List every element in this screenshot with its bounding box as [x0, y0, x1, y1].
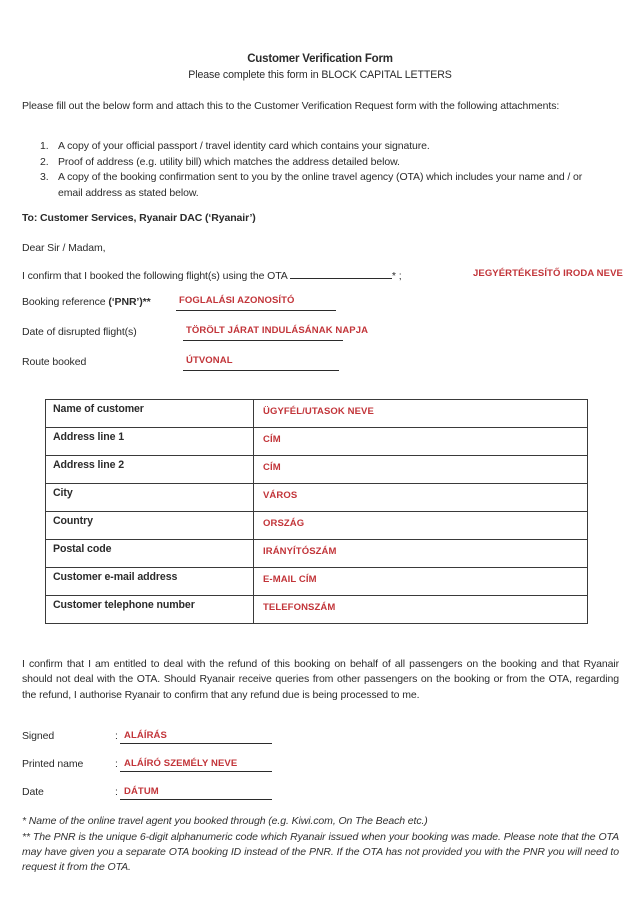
ota-line-text: I confirm that I booked the following flight(s) using the OTA — [22, 270, 288, 282]
table-row-label: Customer e-mail address — [46, 568, 254, 596]
table-row-value — [254, 484, 588, 512]
route-booked-label: Route booked — [22, 356, 87, 368]
disrupted-flight-date-row — [22, 325, 369, 346]
table-row — [46, 428, 588, 456]
confirmation-paragraph: I confirm that I am entitled to deal with the refund of this booking on behalf of all passengers on the booking and that Ryanair should not deal with the OTA. Should Ryanair receive queries from other passengers on the booking or from the OTA, regarding the refund, I authorise Ryanair to confirm that any refund due is being processed to me. — [22, 658, 619, 701]
booking-reference-field — [176, 294, 336, 311]
table-row-annotation: ÜGYFÉL/UTASOK NEVE — [263, 406, 374, 417]
ota-line-suffix: * ; — [391, 270, 402, 282]
list-number: 1. — [40, 140, 49, 152]
table-row — [46, 456, 588, 484]
booking-reference-annotation: FOGLALÁSI AZONOSÍTÓ — [179, 295, 295, 306]
table-row — [46, 568, 588, 596]
attachments-list — [40, 139, 598, 201]
date-row — [22, 786, 342, 803]
signed-field — [120, 729, 272, 744]
salutation: Dear Sir / Madam, — [22, 242, 106, 254]
list-item-text: A copy of your official passport / travel identity card which contains your signature. — [58, 140, 430, 152]
list-item — [40, 170, 598, 201]
booking-reference-label: Booking reference — [22, 296, 109, 308]
printed-name-annotation: ALÁÍRÓ SZEMÉLY NEVE — [124, 758, 238, 769]
ota-name-blank-field — [290, 267, 392, 279]
footnote-pnr: ** The PNR is the unique 6-digit alphanumeric code which Ryanair issued when your booking was made. Please note that the OTA may have given you a separate OTA booking ID instead of the PNR. If the OTA has not provided you with the PNR you will need to request it from the OTA. — [22, 831, 619, 873]
list-item-text: Proof of address (e.g. utility bill) which matches the address detailed below. — [58, 155, 400, 168]
table-row-annotation: E-MAIL CÍM — [263, 574, 317, 585]
table-row-value — [254, 596, 588, 624]
table-row-value — [254, 540, 588, 568]
booking-reference-label-bold: (‘PNR’)** — [108, 296, 151, 308]
signed-colon: : — [115, 730, 118, 742]
printed-name-colon: : — [115, 758, 118, 770]
list-item-text: A copy of the booking confirmation sent to you by the online travel agency (OTA) which includes your name and / or email address as stated below. — [58, 171, 583, 199]
ota-confirmation-line — [22, 267, 632, 285]
table-row-value — [254, 428, 588, 456]
signed-row — [22, 730, 342, 747]
table-row-annotation: ORSZÁG — [263, 518, 305, 529]
date-annotation: DÁTUM — [124, 786, 159, 797]
table-row-label: Address line 1 — [46, 428, 254, 456]
list-number: 2. — [40, 155, 49, 168]
page-title: Customer Verification Form — [247, 53, 393, 65]
booking-reference-row — [22, 295, 295, 316]
customer-details-table — [45, 399, 588, 624]
disrupted-flight-date-annotation: TÖRÖLT JÁRAT INDULÁSÁNAK NAPJA — [186, 325, 369, 336]
table-row-annotation: CÍM — [263, 462, 281, 473]
table-row-label: City — [46, 484, 254, 512]
table-row-annotation: CÍM — [263, 434, 281, 445]
list-number: 3. — [40, 171, 49, 184]
printed-name-label: Printed name — [22, 758, 84, 770]
table-row-label: Customer telephone number — [46, 596, 254, 624]
intro-paragraph: Please fill out the below form and attach this to the Customer Verification Request form with the following attachments: — [22, 100, 560, 112]
table-row-label: Country — [46, 512, 254, 540]
footnote-ota: * Name of the online travel agent you booked through (e.g. Kiwi.com, On The Beach etc.) — [22, 815, 428, 827]
route-booked-field — [183, 354, 339, 371]
signed-annotation: ALÁÍRÁS — [124, 730, 167, 741]
route-booked-annotation: ÚTVONAL — [186, 355, 233, 366]
signed-label: Signed — [22, 730, 55, 742]
table-row — [46, 540, 588, 568]
ota-annotation-red: JEGYÉRTÉKESÍTŐ IRODA NEVE — [473, 268, 623, 279]
list-item — [40, 155, 598, 171]
table-row-annotation: VÁROS — [263, 490, 298, 501]
table-row — [46, 596, 588, 624]
table-row-label: Name of customer — [46, 400, 254, 428]
table-row — [46, 484, 588, 512]
table-row-annotation: IRÁNYÍTÓSZÁM — [263, 546, 337, 557]
printed-name-row — [22, 758, 342, 775]
list-item — [40, 139, 598, 155]
disrupted-flight-date-field — [183, 324, 369, 341]
table-row-value — [254, 568, 588, 596]
date-field — [120, 785, 272, 800]
table-row-label: Postal code — [46, 540, 254, 568]
date-label: Date — [22, 786, 44, 798]
page-subtitle: Please complete this form in BLOCK CAPITAL LETTERS — [188, 69, 452, 81]
table-row-value — [254, 512, 588, 540]
disrupted-flight-date-label: Date of disrupted flight(s) — [22, 326, 137, 338]
table-row-label: Address line 2 — [46, 456, 254, 484]
printed-name-field — [120, 757, 272, 772]
addressee-line: To: Customer Services, Ryanair DAC (‘Ryanair’) — [22, 212, 256, 224]
table-row-value — [254, 400, 588, 428]
route-booked-row — [22, 355, 233, 376]
table-row-value — [254, 456, 588, 484]
table-row — [46, 400, 588, 428]
date-colon: : — [115, 786, 118, 798]
table-row — [46, 512, 588, 540]
table-row-annotation: TELEFONSZÁM — [263, 602, 336, 613]
